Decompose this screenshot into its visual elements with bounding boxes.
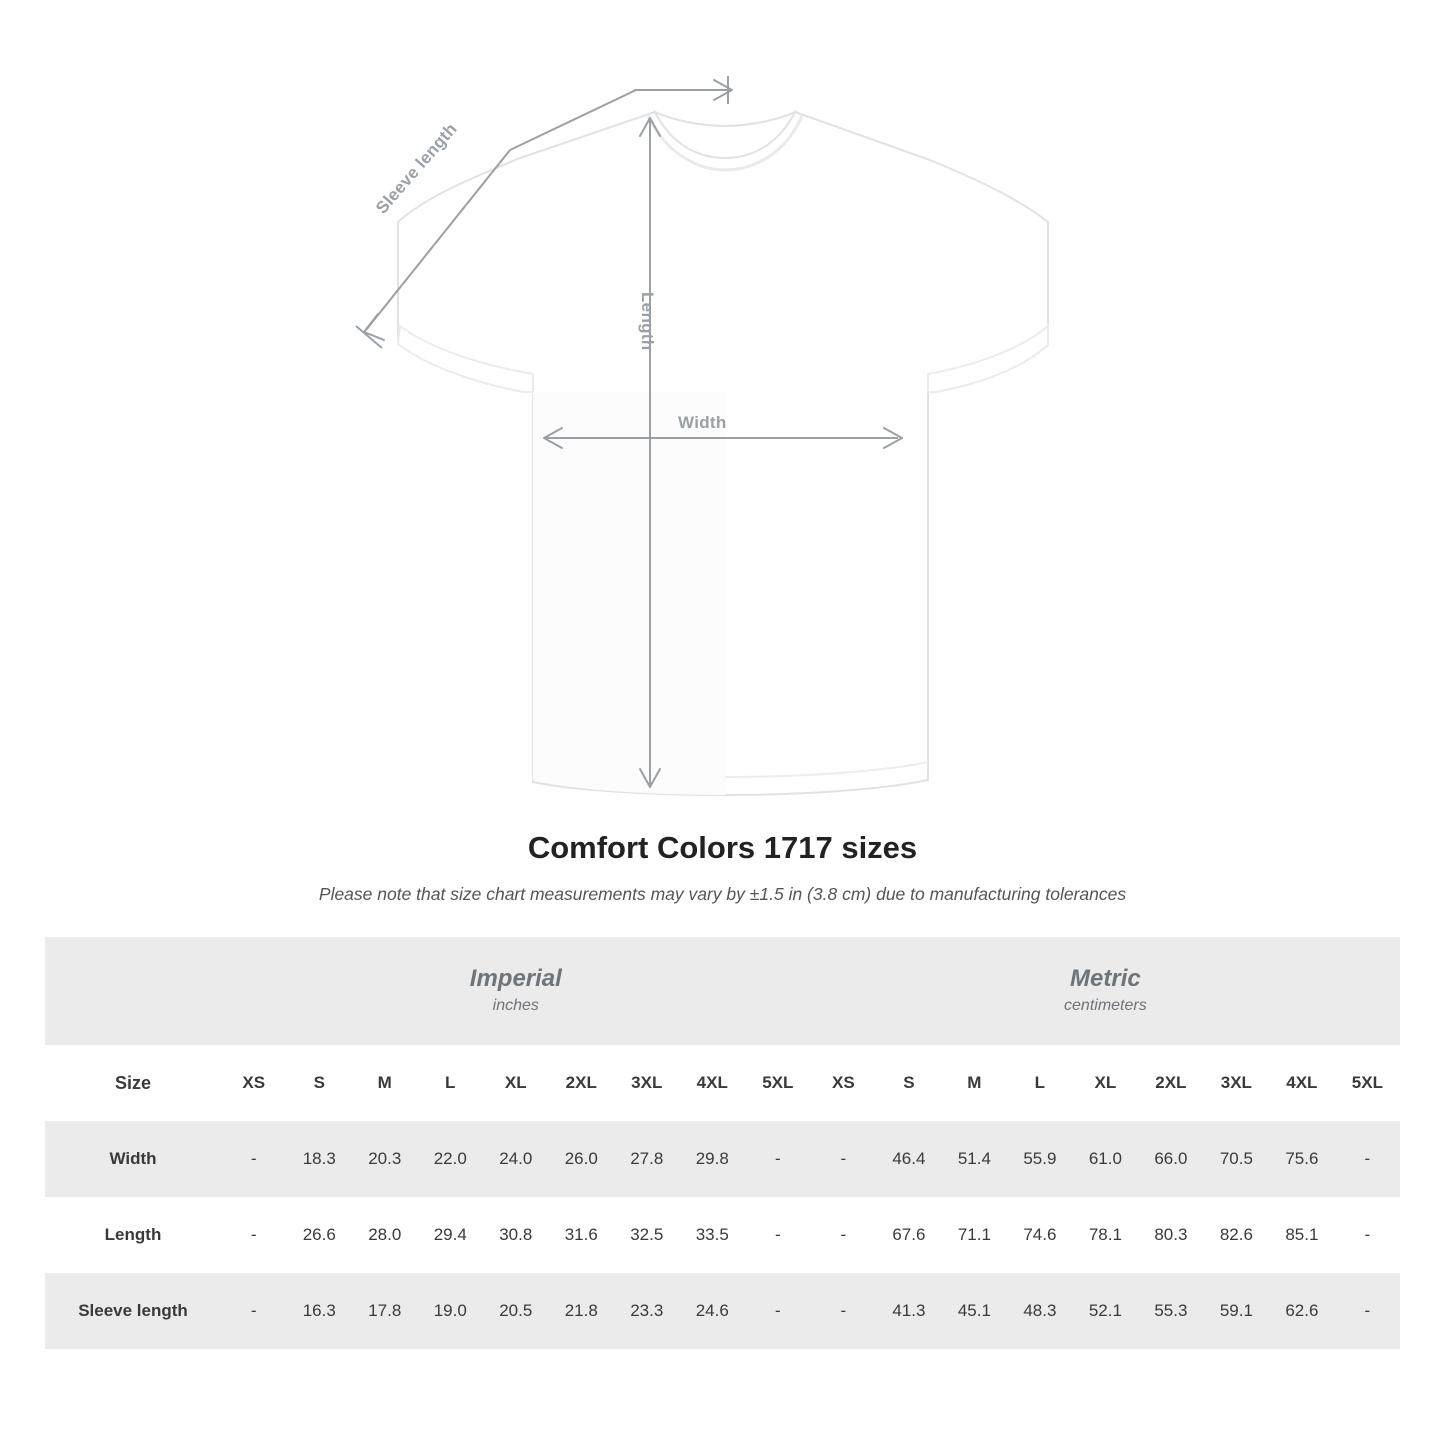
cell-length-imperial-m: 28.0 — [368, 1225, 402, 1244]
cell-sleeve-imperial-s: 16.3 — [287, 1273, 353, 1349]
cell-sleeve-imperial-m: 17.8 — [352, 1273, 418, 1349]
col-header-metric-m: M — [967, 1073, 982, 1092]
cell-length-imperial-5xl: - — [774, 1225, 781, 1244]
cell-width-imperial-l: 22.0 — [418, 1121, 484, 1197]
cell-width-metric-5xl: - — [1335, 1121, 1401, 1197]
col-header-metric-2xl: 2XL — [1155, 1073, 1187, 1092]
cell-width-metric-xl: 61.0 — [1073, 1121, 1139, 1197]
col-header-metric-s: S — [903, 1073, 915, 1092]
table-row — [45, 1121, 1400, 1197]
unit-sub-imperial: inches — [492, 997, 539, 1014]
cell-sleeve-metric-xs: - — [811, 1273, 877, 1349]
unit-header-spacer — [45, 937, 221, 1045]
unit-sub-metric: centimeters — [1064, 997, 1147, 1014]
cell-width-metric-2xl: 66.0 — [1138, 1121, 1204, 1197]
cell-width-metric-3xl: 70.5 — [1204, 1121, 1270, 1197]
cell-length-imperial-s: 26.6 — [302, 1225, 336, 1244]
col-header-imperial-s: S — [313, 1073, 325, 1092]
col-header-metric-5xl: 5XL — [1351, 1073, 1383, 1092]
measurement-note: Please note that size chart measurements may vary by ±1.5 in (3.8 cm) due to manufacturing tolerances — [318, 884, 1127, 904]
unit-header-row — [45, 937, 1400, 1045]
table-row — [45, 1197, 1400, 1273]
col-header-imperial-5xl: 5XL — [762, 1073, 794, 1092]
cell-sleeve-metric-l: 48.3 — [1007, 1273, 1073, 1349]
cell-width-imperial-3xl: 27.8 — [614, 1121, 680, 1197]
unit-name-imperial: Imperial — [469, 965, 562, 992]
cell-length-metric-xl: 78.1 — [1088, 1225, 1122, 1244]
page-title: Comfort Colors 1717 sizes — [527, 830, 918, 865]
cell-length-metric-3xl: 82.6 — [1219, 1225, 1253, 1244]
cell-sleeve-imperial-l: 19.0 — [418, 1273, 484, 1349]
size-chart-container — [0, 937, 1445, 1349]
cell-length-metric-4xl: 85.1 — [1285, 1225, 1319, 1244]
cell-sleeve-metric-xl: 52.1 — [1073, 1273, 1139, 1349]
col-header-imperial-2xl: 2XL — [565, 1073, 597, 1092]
unit-name-metric: Metric — [1070, 965, 1141, 992]
cell-width-metric-4xl: 75.6 — [1269, 1121, 1335, 1197]
size-chart-table — [45, 937, 1400, 1349]
col-header-metric-3xl: 3XL — [1220, 1073, 1252, 1092]
cell-sleeve-metric-s: 41.3 — [876, 1273, 942, 1349]
col-header-imperial-xs: XS — [242, 1073, 266, 1092]
cell-width-imperial-5xl: - — [745, 1121, 811, 1197]
cell-sleeve-metric-5xl: - — [1335, 1273, 1401, 1349]
cell-length-metric-l: 74.6 — [1023, 1225, 1057, 1244]
cell-length-imperial-xl: 30.8 — [499, 1225, 533, 1244]
cell-width-imperial-4xl: 29.8 — [680, 1121, 746, 1197]
row-label-width: Width — [45, 1121, 221, 1197]
cell-width-imperial-xs: - — [221, 1121, 287, 1197]
col-header-metric-xl: XL — [1094, 1073, 1117, 1092]
cell-width-metric-l: 55.9 — [1007, 1121, 1073, 1197]
table-row — [45, 1273, 1400, 1349]
col-header-imperial-m: M — [377, 1073, 392, 1092]
length-dimension-label: Length — [638, 292, 657, 351]
cell-sleeve-imperial-5xl: - — [745, 1273, 811, 1349]
unit-header-metric — [811, 937, 1401, 1045]
cell-sleeve-metric-m: 45.1 — [942, 1273, 1008, 1349]
cell-length-imperial-2xl: 31.6 — [564, 1225, 598, 1244]
cell-length-metric-xs: - — [840, 1225, 847, 1244]
col-header-metric-4xl: 4XL — [1286, 1073, 1318, 1092]
cell-sleeve-metric-3xl: 59.1 — [1204, 1273, 1270, 1349]
cell-length-metric-m: 71.1 — [957, 1225, 991, 1244]
cell-width-imperial-m: 20.3 — [352, 1121, 418, 1197]
cell-sleeve-imperial-xl: 20.5 — [483, 1273, 549, 1349]
col-header-imperial-3xl: 3XL — [631, 1073, 663, 1092]
col-header-imperial-xl: XL — [504, 1073, 527, 1092]
cell-sleeve-metric-2xl: 55.3 — [1138, 1273, 1204, 1349]
cell-width-imperial-2xl: 26.0 — [549, 1121, 615, 1197]
cell-width-metric-m: 51.4 — [942, 1121, 1008, 1197]
cell-width-imperial-s: 18.3 — [287, 1121, 353, 1197]
cell-length-metric-2xl: 80.3 — [1154, 1225, 1188, 1244]
cell-length-imperial-4xl: 33.5 — [695, 1225, 729, 1244]
cell-length-imperial-3xl: 32.5 — [630, 1225, 664, 1244]
cell-length-metric-5xl: - — [1364, 1225, 1371, 1244]
col-header-metric-l: L — [1034, 1073, 1046, 1092]
cell-sleeve-imperial-xs: - — [221, 1273, 287, 1349]
width-dimension-label: Width — [678, 413, 727, 432]
unit-header-imperial — [221, 937, 811, 1045]
cell-length-imperial-l: 29.4 — [433, 1225, 467, 1244]
col-header-imperial-l: L — [445, 1073, 456, 1092]
cell-width-metric-xs: - — [811, 1121, 877, 1197]
cell-width-metric-s: 46.4 — [876, 1121, 942, 1197]
row-label-sleeve-length: Sleeve length — [45, 1273, 221, 1349]
row-label-length: Length — [104, 1225, 162, 1244]
col-header-metric-xs: XS — [832, 1073, 855, 1092]
size-header-label: Size — [114, 1072, 152, 1093]
cell-width-imperial-xl: 24.0 — [483, 1121, 549, 1197]
cell-length-metric-s: 67.6 — [892, 1225, 926, 1244]
cell-length-imperial-xs: - — [250, 1225, 257, 1244]
size-header-row — [45, 1045, 1400, 1121]
col-header-imperial-4xl: 4XL — [696, 1073, 728, 1092]
cell-sleeve-imperial-2xl: 21.8 — [549, 1273, 615, 1349]
cell-sleeve-metric-4xl: 62.6 — [1269, 1273, 1335, 1349]
cell-sleeve-imperial-3xl: 23.3 — [614, 1273, 680, 1349]
sleeve-length-dimension-label: Sleeve length — [372, 119, 461, 218]
cell-sleeve-imperial-4xl: 24.6 — [680, 1273, 746, 1349]
